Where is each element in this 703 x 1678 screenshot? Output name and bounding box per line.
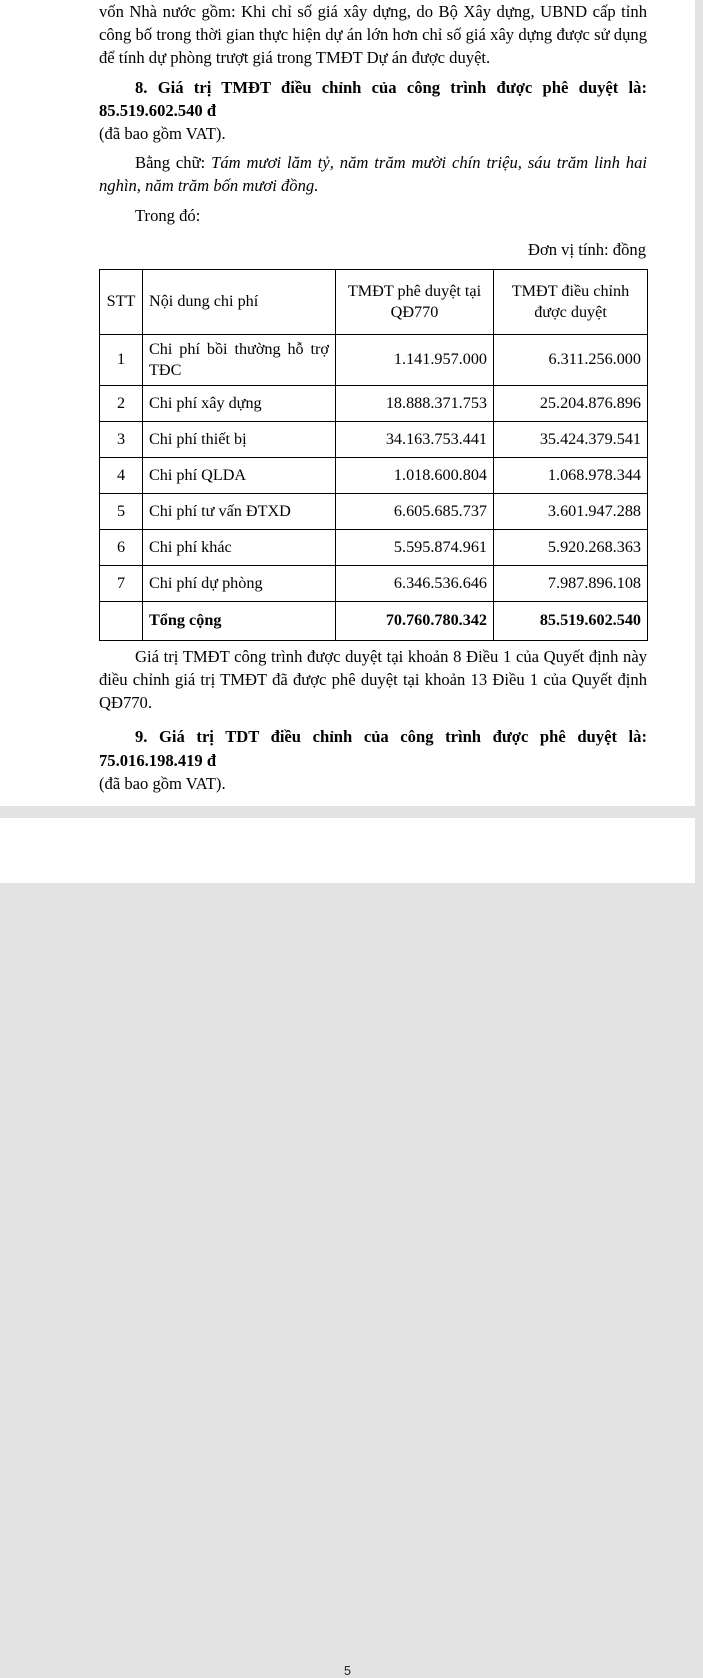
cell-description: Chi phí QLDA bbox=[143, 457, 336, 493]
cell-adjusted: 5.920.268.363 bbox=[494, 529, 648, 565]
paragraph-item-8-vat: (đã bao gồm VAT). bbox=[99, 124, 226, 144]
paragraph-item-8-heading: 8. Giá trị TMĐT điều chỉnh của công trình được phê duyệt là: 85.519.602.540 đ bbox=[99, 77, 647, 120]
column-header-stt: STT bbox=[100, 269, 143, 334]
cell-adjusted: 7.987.896.108 bbox=[494, 565, 648, 601]
paragraph-item-9-vat: (đã bao gồm VAT). bbox=[99, 773, 226, 793]
cell-approved: 6.346.536.646 bbox=[336, 565, 494, 601]
table-row bbox=[100, 421, 648, 457]
cell-adjusted: 35.424.379.541 bbox=[494, 421, 648, 457]
cell-description: Chi phí dự phòng bbox=[143, 565, 336, 601]
cell-stt: 1 bbox=[100, 334, 143, 385]
cell-approved: 18.888.371.753 bbox=[336, 385, 494, 421]
cell-adjusted: 85.519.602.540 bbox=[494, 601, 648, 640]
column-header-description: Nội dung chi phí bbox=[143, 269, 336, 334]
spacer bbox=[99, 795, 647, 806]
table-row bbox=[100, 334, 648, 385]
cell-description: Chi phí xây dựng bbox=[143, 385, 336, 421]
paragraph-in-which: Trong đó: bbox=[135, 205, 201, 225]
cell-approved: 1.141.957.000 bbox=[336, 334, 494, 385]
in-words-label: Bằng chữ: bbox=[135, 153, 206, 173]
table-row bbox=[100, 529, 648, 565]
page-content bbox=[99, 0, 647, 852]
table-header-row bbox=[100, 269, 648, 334]
paragraph-item-8-in-words bbox=[99, 151, 647, 197]
cell-approved: 6.605.685.737 bbox=[336, 493, 494, 529]
cell-stt bbox=[100, 601, 143, 640]
document-page-next bbox=[0, 818, 695, 1678]
cell-approved: 70.760.780.342 bbox=[336, 601, 494, 640]
cell-approved: 5.595.874.961 bbox=[336, 529, 494, 565]
cell-stt: 3 bbox=[100, 421, 143, 457]
cell-stt: 4 bbox=[100, 457, 143, 493]
table-total-row bbox=[100, 601, 648, 640]
page-right-margin-strip bbox=[695, 0, 703, 883]
table-header bbox=[100, 269, 648, 334]
paragraph-top-continuation: vốn Nhà nước gồm: Khi chỉ số giá xây dựng, do Bộ Xây dựng, UBND cấp tỉnh công bố trong thời gian thực hiện dự án lớn hơn chỉ số giá xây dựng được sử dụng để tính dự phòng trượt giá trong TMĐT Dự án được duyệt. bbox=[99, 2, 647, 68]
cell-description: Chi phí thiết bị bbox=[143, 421, 336, 457]
table-row bbox=[100, 493, 648, 529]
cell-approved: 1.018.600.804 bbox=[336, 457, 494, 493]
cell-adjusted: 25.204.876.896 bbox=[494, 385, 648, 421]
cell-adjusted: 1.068.978.344 bbox=[494, 457, 648, 493]
cell-description: Chi phí tư vấn ĐTXD bbox=[143, 493, 336, 529]
unit-note: Đơn vị tính: đồng bbox=[527, 239, 646, 259]
cell-approved: 34.163.753.441 bbox=[336, 421, 494, 457]
document-page-5 bbox=[0, 0, 695, 806]
cell-stt: 7 bbox=[100, 565, 143, 601]
cell-description: Chi phí khác bbox=[143, 529, 336, 565]
cell-stt: 6 bbox=[100, 529, 143, 565]
cell-description: Chi phí bồi thường hỗ trợ TĐC bbox=[143, 334, 336, 385]
cell-adjusted: 6.311.256.000 bbox=[494, 334, 648, 385]
page-separator-gap bbox=[0, 806, 703, 818]
spacer bbox=[99, 714, 647, 725]
cost-breakdown-table bbox=[99, 269, 648, 641]
table-row bbox=[100, 565, 648, 601]
table-row bbox=[100, 457, 648, 493]
cell-description: Tổng cộng bbox=[143, 601, 336, 640]
paragraph-item-9-heading: 9. Giá trị TDT điều chỉnh của công trình được phê duyệt là: 75.016.198.419 đ bbox=[99, 727, 647, 770]
spacer bbox=[99, 227, 647, 238]
page-number-label: 5 bbox=[344, 1664, 351, 1678]
paragraph-after-table: Giá trị TMĐT công trình được duyệt tại khoản 8 Điều 1 của Quyết định này điều chỉnh giá trị TMĐT đã được phê duyệt tại khoản 13 Điều 1 của Quyết định QĐ770. bbox=[99, 646, 647, 713]
column-header-approved: TMĐT phê duyệt tại QĐ770 bbox=[336, 269, 494, 334]
cell-stt: 5 bbox=[100, 493, 143, 529]
table-body bbox=[100, 334, 648, 640]
cell-stt: 2 bbox=[100, 385, 143, 421]
cell-adjusted: 3.601.947.288 bbox=[494, 493, 648, 529]
in-words-value: Tám mươi lăm tỷ, năm trăm mười chín triệu, sáu trăm linh hai nghìn, năm trăm bốn mươi đồng. bbox=[99, 153, 647, 196]
column-header-adjusted: TMĐT điều chỉnh được duyệt bbox=[494, 269, 648, 334]
table-row bbox=[100, 385, 648, 421]
